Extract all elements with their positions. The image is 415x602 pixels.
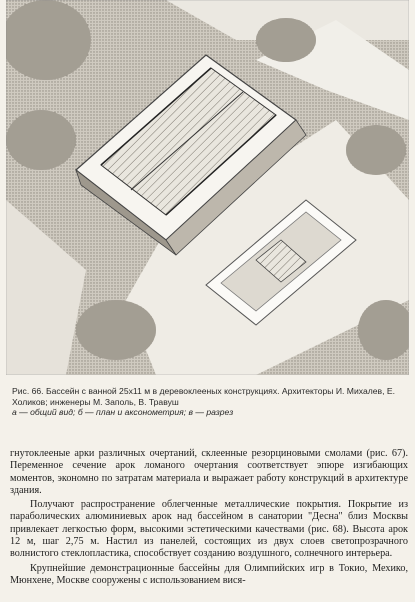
aerial-view-illustration — [6, 0, 409, 375]
paragraph: Получают распространение облегченные металлические покрытия. Покрытие из параболических алюминиевых арок над бассейном в санатории "Десна" близ Москвы привлекает легкостью форм, высокими эстетическими качествами (рис. 68). Высота арок 12 м, шаг 2,75 м. Настил из панелей, состоящих из двух слоев светопрозрачного волнистого стеклопластика, способствует созданию воздушного, солнечного интерьера. — [10, 499, 408, 560]
paragraph: Крупнейшие демонстрационные бассейны для Олимпийских игр в Токио, Мехико, Мюнхене, Москве сооружены с использованием вися- — [10, 562, 408, 586]
figure-caption — [12, 386, 408, 418]
body-text — [10, 448, 408, 587]
tree-cluster — [6, 110, 76, 170]
tree-cluster — [76, 300, 156, 360]
figure-illustration — [6, 0, 409, 375]
caption-text: Рис. 66. Бассейн с ванной 25х11 м в деревоклееных конструкциях. Архитекторы И. Михалев, Е. Холиков; инженеры М. Заполь, В. Травуш — [12, 386, 396, 407]
tree-cluster — [346, 125, 406, 175]
paragraph: гнутоклееные арки различных очертаний, склеенные резорциновыми смолами (рис. 67). Переменное сечение арок ломаного очертания соответствует эпюре изгибающих моментов, экономно по затратам материала и выражает работу конструкций в архитектуре здания. — [10, 448, 408, 496]
caption-legend: а — общий вид; б — план и аксонометрия; в — разрез — [12, 407, 234, 418]
tree-cluster — [256, 18, 316, 62]
